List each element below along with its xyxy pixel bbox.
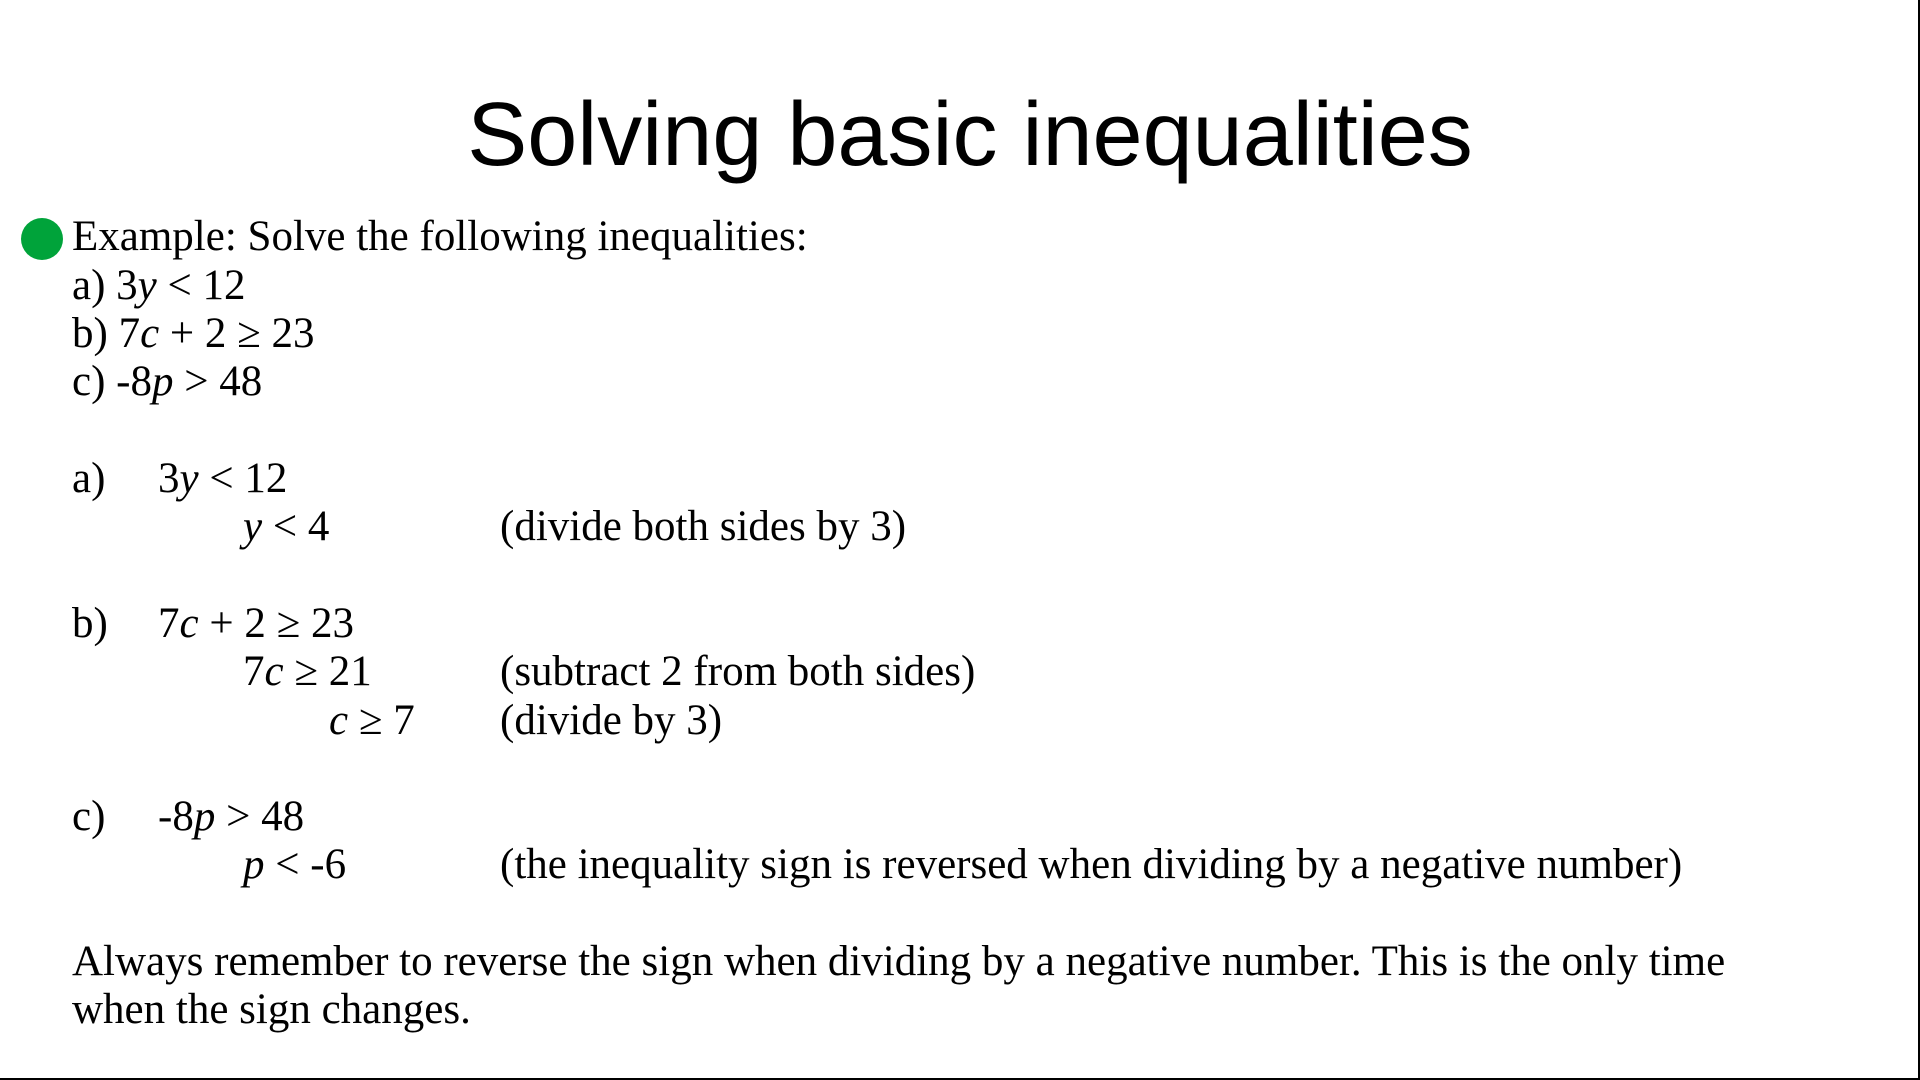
- coefficient: 3: [116, 262, 138, 309]
- solution-a-note: (divide both sides by 3): [500, 503, 907, 550]
- bullet-dot-icon: [21, 218, 63, 260]
- summary-line-2: when the sign changes.: [72, 986, 471, 1033]
- variable: c: [329, 697, 349, 744]
- variable: c: [264, 648, 284, 695]
- coefficient: 7: [158, 600, 180, 647]
- summary-line-1: Always remember to reverse the sign when dividing by a negative number. This is the only time: [72, 938, 1726, 985]
- variable: y: [179, 455, 199, 502]
- inequality-rest: > 48: [215, 793, 305, 840]
- problem-b: [72, 310, 315, 358]
- coefficient: 7: [243, 648, 265, 695]
- problem-a: [72, 262, 246, 310]
- inequality-rest: < 4: [262, 503, 330, 550]
- solution-c-label: c): [72, 793, 106, 840]
- inequality-rest: ≥ 21: [283, 648, 372, 695]
- inequality-rest: + 2 ≥ 23: [198, 600, 354, 647]
- variable: p: [243, 841, 265, 888]
- inequality-rest: < 12: [156, 262, 246, 309]
- coefficient: -8: [116, 358, 152, 405]
- solution-b-note-step2: (subtract 2 from both sides): [500, 648, 976, 695]
- variable: p: [193, 793, 216, 840]
- problem-label: a): [72, 262, 106, 309]
- variable: y: [137, 262, 157, 309]
- solution-a-step1: [158, 455, 287, 503]
- solution-b-step1: [158, 600, 354, 648]
- solution-b-label: b): [72, 600, 108, 647]
- solution-b-note-step3: (divide by 3): [500, 697, 723, 744]
- problem-label: c): [72, 358, 106, 405]
- inequality-rest: < -6: [264, 841, 347, 888]
- solution-b-step2: [243, 648, 372, 696]
- solution-a-label: a): [72, 455, 106, 502]
- coefficient: 7: [118, 310, 141, 357]
- problem-label: b): [72, 310, 108, 357]
- solution-c-step2: [243, 841, 346, 889]
- inequality-rest: ≥ 7: [348, 697, 415, 744]
- inequality-rest: + 2 ≥ 23: [159, 310, 315, 357]
- variable: p: [151, 358, 174, 405]
- variable: c: [140, 310, 160, 357]
- example-intro: Example: Solve the following inequalities:: [72, 213, 808, 260]
- solution-a-step2: [243, 503, 329, 551]
- inequality-rest: > 48: [173, 358, 263, 405]
- variable: c: [179, 600, 199, 647]
- inequality-rest: < 12: [198, 455, 288, 502]
- solution-b-step3: [329, 697, 415, 745]
- coefficient: -8: [158, 793, 194, 840]
- problem-c: [72, 358, 262, 406]
- slide-title: Solving basic inequalities: [467, 85, 1473, 185]
- variable: y: [243, 503, 263, 550]
- solution-c-note: (the inequality sign is reversed when dividing by a negative number): [500, 841, 1683, 888]
- solution-c-step1: [158, 793, 304, 841]
- coefficient: 3: [158, 455, 180, 502]
